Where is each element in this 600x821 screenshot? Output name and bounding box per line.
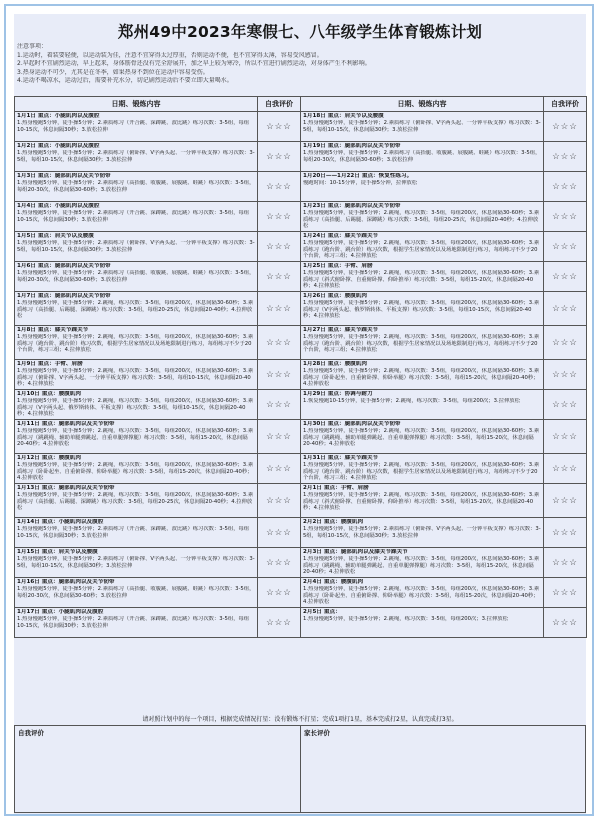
day-content: 1.热身慢跑5分钟，徒手操5分钟；2.跳绳，练习次数：3-5组，每组200次，休息间隔30-60秒；3.素质练习（跑台阶、跳台阶）练习次数，根据学生居家情况以及场地限制进行练习，每组练习不少于20个台阶，练习三组；4.拉伸放松 <box>303 240 540 260</box>
day-cell-left <box>15 360 258 390</box>
star-rating-left[interactable]: ☆☆☆ <box>258 232 301 262</box>
table-row <box>15 232 587 262</box>
table-row <box>15 454 587 484</box>
day-content: 1.热身慢跑5分钟，徒手操5分钟；2.素质练习（高抬腿、收腹跳、展腹跳、蛙跳）练习次数：3-5组，每组20-30次，休息间隔30-60秒；3.放松拉伸 <box>17 586 255 599</box>
day-heading: 1月17日 重点：小腿肌肉以及腹腔 <box>17 609 104 615</box>
note-item: 3.热身运动不可少，尤其是在冬季，如果热身不到位在运动中容易受伤。 <box>17 68 209 76</box>
star-rating-right[interactable]: ☆☆☆ <box>544 112 587 142</box>
star-rating-left[interactable]: ☆☆☆ <box>258 548 301 578</box>
plan-table <box>14 96 587 638</box>
parent-eval-label: 家长评价 <box>304 729 330 737</box>
day-content: 1.热身慢跑5分钟，徒手操5分钟；2.跳绳，练习次数：3-5组，每组200次，休息间隔30-60秒；3.素质练习（V字两头起、俄罗斯转体、平板支撑）练习次数：3-5组，每组10-15次，休息间隔20-40秒；4.拉伸放松 <box>303 300 540 320</box>
star-rating-right[interactable]: ☆☆☆ <box>544 454 587 484</box>
day-cell-left <box>15 390 258 420</box>
table-row <box>15 202 587 232</box>
star-rating-left[interactable]: ☆☆☆ <box>258 454 301 484</box>
star-rating-left[interactable]: ☆☆☆ <box>258 112 301 142</box>
day-content: 1.热身慢跑5分钟，徒手操5分钟；2.跳绳，练习次数：3-5组，每组200次，休息间隔30-60秒；3.素质练习（V字两头起、俄罗斯转体、平板支撑）练习次数：3-5组，每组10-15次，休息间隔20-40秒；4.拉伸放松 <box>17 398 254 418</box>
day-heading: 1月15日 重点：肩关节以及腰腹 <box>17 549 98 555</box>
star-rating-left[interactable]: ☆☆☆ <box>258 484 301 518</box>
day-heading: 1月8日 重点：膝关节踝关节 <box>17 327 89 333</box>
star-rating-left[interactable]: ☆☆☆ <box>258 518 301 548</box>
day-cell-right <box>301 142 544 172</box>
day-cell-left <box>15 518 258 548</box>
day-heading: 1月16日 重点：腿部肌肉以及关节韧带 <box>17 579 115 585</box>
note-item: 2.早起时不宜剧烈运动，早上起来，身体筋骨还没有完全舒展开，加之早上较为寒冷，所以不宜进行剧烈运动，对身体产生不利影响。 <box>17 60 371 68</box>
star-rating-right[interactable]: ☆☆☆ <box>544 420 587 454</box>
star-rating-right[interactable]: ☆☆☆ <box>544 608 587 638</box>
day-content: 1.热身慢跑5分钟，徒手操5分钟；2.跳绳，练习次数：3-5组，每组200次，休息间隔30-60秒；3.素质练习（俯卧撑、V字两头起、一分钟平板支撑）练习次数：3-5组，每组10-15次，休息间隔20-40秒；4.拉伸放松 <box>17 368 254 388</box>
day-cell-right <box>301 390 544 420</box>
star-rating-right[interactable]: ☆☆☆ <box>544 484 587 518</box>
day-content: 1.热身慢跑5分钟，徒手操5分钟；2.跳绳，练习次数：3-5组，每组200次，休息间隔30-60秒；3.素质练习（高抬腿、后踢腿、深蹲跳）练习次数：3-5组，每组20-25次，休息间隔20-40秒；4.拉伸放松 <box>303 210 540 230</box>
star-rating-left[interactable]: ☆☆☆ <box>258 608 301 638</box>
day-content: 1.热身慢跑5分钟，徒手操5分钟；2.素质练习（高抬腿、收腹跳、展腹跳、蛙跳）练习次数：3-5组，每组20-30次，休息间隔30-60秒；3.放松拉伸 <box>17 270 255 283</box>
table-row <box>15 518 587 548</box>
day-cell-left <box>15 142 258 172</box>
table-row <box>15 548 587 578</box>
day-heading: 1月20日——1月22日 重点：恢复性练习。 <box>303 173 413 179</box>
day-content: 1.热身慢跑5分钟，徒手操5分钟；2.素质练习（俯卧撑、V字两头起、一分钟平板支撑）练习次数：3-5组，每组10-15次，休息间隔30秒；3.放松拉伸 <box>17 556 255 569</box>
header-eval-left: 自我评价 <box>258 97 301 112</box>
day-content: 1.热身慢跑5分钟，徒手操5分钟；2.跳绳，练习次数：3-5组，每组200次，休息间隔30-60秒；3.素质练习（跳跳绳、辅助单腿弹跳起、自重单腿弹撑腿）练习次数：3-5组，每组15-20次，休息间隔20-40秒；4.拉伸放松 <box>303 556 540 576</box>
table-row <box>15 292 587 326</box>
day-content: 1.恢复慢跑10-15分钟，徒手操5分钟；2.跳绳，练习次数：3-5组，每组200次；3.拉伸放松 <box>303 398 520 404</box>
day-content: 1.热身慢跑5分钟，徒手操5分钟；2.跳绳，练习次数：3-5组，每组200次，休息间隔30-60秒；3.素质练习（斜式俯卧撑、自重俯卧撑、仰卧推举）练习次数：3-5组，每组15-20次，休息间隔20-40秒；4.拉伸放松 <box>303 492 540 512</box>
day-content: 1.热身慢跑5分钟，徒手操5分钟；2.跳绳，练习次数：3-5组，每组200次，休息间隔30-60秒；3.素质练习（高抬腿、后踢腿、深蹲跳）练习次数：3-5组，每组20-25次，休息间隔20-40秒；4.拉伸放松 <box>17 492 254 512</box>
table-row <box>15 608 587 638</box>
star-rating-right[interactable]: ☆☆☆ <box>544 518 587 548</box>
day-cell-left <box>15 172 258 202</box>
star-rating-right[interactable]: ☆☆☆ <box>544 262 587 292</box>
day-content: 1.热身慢跑5分钟，徒手操5分钟；2.跳绳，练习次数：3-5组，每组200次，休息间隔30-60秒；3.素质练习（卧卧起坐、自重俯卧撑、仰卧举腿）练习次数：3-5组，每组15-20次，休息间隔20-40秒；4.拉伸放松 <box>303 586 540 606</box>
table-row <box>15 262 587 292</box>
star-rating-right[interactable]: ☆☆☆ <box>544 360 587 390</box>
table-row <box>15 112 587 142</box>
day-heading: 1月4日 重点：小腿肌肉以及腹腔 <box>17 203 100 209</box>
day-heading: 1月2日 重点：小腿肌肉以及腹腔 <box>17 143 100 149</box>
document-title: 郑州49中2023年寒假七、八年级学生体育锻炼计划 <box>117 23 483 41</box>
day-content: 1.热身慢跑5分钟，徒手操5分钟；2.素质练习（开合跳、深蹲跳、波比跳）练习次数：3-5组，每组10-15次，休息间隔30秒；3.放松拉伸 <box>17 526 250 539</box>
day-cell-left <box>15 420 258 454</box>
star-rating-left[interactable]: ☆☆☆ <box>258 420 301 454</box>
day-content: 1.热身慢跑5分钟，徒手操5分钟；2.跳绳，练习次数：3-5组，每组200次；3.拉伸放松 <box>303 616 508 622</box>
day-content: 1.热身慢跑5分钟，徒手操5分钟；2.素质练习（开合跳、深蹲跳、波比跳）练习次数：3-5组，每组10-15次，休息间隔30秒；3.放松拉伸 <box>17 120 250 133</box>
day-heading: 1月23日 重点：腿部肌肉以及关节韧带 <box>303 203 401 209</box>
star-rating-left[interactable]: ☆☆☆ <box>258 172 301 202</box>
day-cell-right <box>301 360 544 390</box>
star-rating-right[interactable]: ☆☆☆ <box>544 202 587 232</box>
star-rating-left[interactable]: ☆☆☆ <box>258 202 301 232</box>
header-eval-right: 自我评价 <box>544 97 587 112</box>
rating-instructions: 请对照计划中的每一个项目，根据完成情况打星：没有锻炼不打星；完成1项打1星，基本完成打2星，认真完成打3星。 <box>142 716 458 723</box>
day-heading: 1月30日 重点：腿部肌肉以及关节韧带 <box>303 421 401 427</box>
day-cell-left <box>15 202 258 232</box>
day-heading: 1月9日 重点：手臂、肩膀 <box>17 361 83 367</box>
day-content: 1.热身慢跑5分钟，徒手操5分钟；2.素质练习（俯卧撑、V字两头起、一分钟平板支撑）练习次数：3-5组，每组10-15次，休息间隔30秒；3.放松拉伸 <box>17 150 255 163</box>
table-row <box>15 420 587 454</box>
day-cell-right <box>301 262 544 292</box>
day-cell-right <box>301 232 544 262</box>
star-rating-left[interactable]: ☆☆☆ <box>258 262 301 292</box>
table-header-row <box>15 97 587 112</box>
day-content: 1.热身慢跑5分钟，徒手操5分钟；2.素质练习（高抬腿、收腹跳、展腹跳、蛙跳）练习次数：3-5组，每组20-30次，休息间隔30-60秒；3.放松拉伸 <box>17 180 255 193</box>
parent-eval-box[interactable] <box>300 725 586 813</box>
table-row <box>15 578 587 608</box>
header-content-right: 日期、锻炼内容 <box>301 97 544 112</box>
day-content: 1.热身慢跑5分钟，徒手操5分钟；2.跳绳，练习次数：3-5组，每组200次，休息间隔30-60秒；3.素质练习（高抬腿、后踢腿、深蹲跳）练习次数：3-5组，每组20-25次，休息间隔20-40秒；4.拉伸放松 <box>17 300 254 320</box>
star-rating-left[interactable]: ☆☆☆ <box>258 292 301 326</box>
star-rating-left[interactable]: ☆☆☆ <box>258 326 301 360</box>
day-heading: 1月25日 重点：手臂、肩膀 <box>303 263 373 269</box>
day-cell-left <box>15 548 258 578</box>
star-rating-right[interactable]: ☆☆☆ <box>544 578 587 608</box>
day-heading: 1月26日 重点：腰腹肌肉 <box>303 293 367 299</box>
day-heading: 1月13日 重点：腿部肌肉以及关节韧带 <box>17 485 115 491</box>
day-cell-left <box>15 292 258 326</box>
star-rating-right[interactable]: ☆☆☆ <box>544 326 587 360</box>
day-content: 1.热身慢跑5分钟，徒手操5分钟；2.跳绳，练习次数：3-5组，每组200次，休息间隔30-60秒；3.素质练习（跑台阶、跳台阶）练习次数，根据学生居家情况以及场地限制进行练习，每组练习不少于20个台阶，练习三组；4.拉伸放松 <box>17 334 254 354</box>
self-eval-box[interactable] <box>14 725 301 813</box>
day-cell-right <box>301 578 544 608</box>
day-content: 1.热身慢跑5分钟，徒手操5分钟；2.素质练习（开合跳、深蹲跳、波比跳）练习次数：3-5组，每组10-15次，休息间隔30秒；3.放松拉伸 <box>17 616 250 629</box>
day-cell-right <box>301 454 544 484</box>
star-rating-left[interactable]: ☆☆☆ <box>258 390 301 420</box>
day-content: 1.热身慢跑5分钟，徒手操5分钟；2.素质练习（高抬腿、收腹跳、展腹跳、蛙跳）练习次数：3-5组，每组20-30次，休息间隔30-60秒；3.放松拉伸 <box>303 150 541 163</box>
day-heading: 1月27日 重点：膝关节踝关节 <box>303 327 379 333</box>
table-row <box>15 172 587 202</box>
day-cell-right <box>301 172 544 202</box>
day-cell-right <box>301 548 544 578</box>
day-heading: 1月29日 重点：协调与耐力 <box>303 391 373 397</box>
day-heading: 2月4日 重点：腰腹肌肉 <box>303 579 364 585</box>
day-heading: 1月1日 重点：小腿肌肉以及腹腔 <box>17 113 100 119</box>
table-row <box>15 484 587 518</box>
table-row <box>15 326 587 360</box>
note-item: 1.运动时，着装要轻便，以运动装为佳，注意不宜穿得太过厚重，否则运动不便，也不宜穿得太薄，容易受风感冒。 <box>17 51 323 59</box>
day-heading: 1月14日 重点：小腿肌肉以及腹腔 <box>17 519 104 525</box>
day-cell-left <box>15 326 258 360</box>
day-cell-right <box>301 202 544 232</box>
day-content: 1.热身慢跑5分钟，徒手操5分钟；2.素质练习（俯卧撑、V字两头起、一分钟平板支撑）练习次数：3-5组，每组10-15次，休息间隔30秒；3.放松拉伸 <box>17 240 255 253</box>
star-rating-left[interactable]: ☆☆☆ <box>258 142 301 172</box>
day-heading: 1月24日 重点：膝关节踝关节 <box>303 233 379 239</box>
table-row <box>15 390 587 420</box>
day-cell-right <box>301 518 544 548</box>
day-heading: 1月11日 重点：腿部肌肉以及关节韧带 <box>17 421 115 427</box>
star-rating-right[interactable]: ☆☆☆ <box>544 142 587 172</box>
day-content: 1.热身慢跑5分钟，徒手操5分钟；2.素质练习（俯卧撑、V字两头起、一分钟平板支撑）练习次数：3-5组，每组10-15次，休息间隔30秒；3.放松拉伸 <box>303 120 541 133</box>
day-content: 1.热身慢跑5分钟，徒手操5分钟；2.跳绳，练习次数：3-5组，每组200次，休息间隔30-60秒；3.素质练习（跑台阶、跳台阶）练习次数，根据学生居家情况以及场地限制进行练习，每组练习不少于20个台阶，练习三组；4.拉伸放松 <box>303 334 540 354</box>
day-cell-left <box>15 608 258 638</box>
day-content: 1.热身慢跑5分钟，徒手操5分钟；2.跳绳，练习次数：3-5组，每组200次，休息间隔30-60秒；3.素质练习（斜式俯卧撑、自重俯卧撑、仰卧推举）练习次数：3-5组，每组15-20次，休息间隔20-40秒；4.拉伸放松 <box>303 270 540 290</box>
day-cell-right <box>301 292 544 326</box>
star-rating-right[interactable]: ☆☆☆ <box>544 232 587 262</box>
day-cell-left <box>15 454 258 484</box>
day-cell-right <box>301 326 544 360</box>
document-sheet <box>14 14 586 814</box>
day-cell-right <box>301 484 544 518</box>
day-heading: 2月5日 重点： <box>303 609 341 615</box>
day-content: 1.热身慢跑5分钟，徒手操5分钟；2.素质练习（俯卧撑、V字两头起、一分钟平板支撑）练习次数：3-5组，每组10-15次，休息间隔30秒；3.放松拉伸 <box>303 526 541 539</box>
day-content: 1.热身慢跑5分钟，徒手操5分钟；2.跳绳，练习次数：3-5组，每组200次，休息间隔30-60秒；3.素质练习（卧卧起坐、自重俯卧撑、仰卧举腿）练习次数：3-5组，每组15-20次，休息间隔20-40秒；4.拉伸放松 <box>303 368 540 388</box>
day-cell-left <box>15 484 258 518</box>
day-heading: 1月12日 重点：腰腹肌肉 <box>17 455 81 461</box>
star-rating-right[interactable]: ☆☆☆ <box>544 548 587 578</box>
day-content: 慢跑时间：10-15分钟，徒手操5分钟，拉伸放松 <box>303 180 418 186</box>
star-rating-right[interactable]: ☆☆☆ <box>544 390 587 420</box>
day-cell-left <box>15 112 258 142</box>
day-content: 1.热身慢跑5分钟，徒手操5分钟；2.跳绳，练习次数：3-5组，每组200次，休息间隔30-60秒；3.素质练习（跑台阶、跳台阶）练习次数，根据学生居家情况以及场地限制进行练习，每组练习不少于20个台阶，练习三组；4.拉伸放松 <box>303 462 540 482</box>
day-heading: 1月3日 重点：腿部肌肉以及关节韧带 <box>17 173 111 179</box>
day-content: 1.热身慢跑5分钟，徒手操5分钟；2.跳绳，练习次数：3-5组，每组200次，休息间隔30-60秒；3.素质练习（卧卧起坐、自重俯卧撑、仰卧举腿）练习次数：3-5组，每组15-20次，休息间隔20-40秒；4.拉伸放松 <box>17 462 254 482</box>
day-heading: 1月7日 重点：腿部肌肉以及关节韧带 <box>17 293 111 299</box>
star-rating-left[interactable]: ☆☆☆ <box>258 360 301 390</box>
header-content-left: 日期、锻炼内容 <box>15 97 258 112</box>
day-heading: 1月10日 重点：腰腹肌肉 <box>17 391 81 397</box>
star-rating-left[interactable]: ☆☆☆ <box>258 578 301 608</box>
day-heading: 1月31日 重点：膝关节踝关节 <box>303 455 379 461</box>
day-heading: 1月18日 重点：肩关节以及腰腹 <box>303 113 384 119</box>
day-heading: 1月28日 重点：腰腹肌肉 <box>303 361 367 367</box>
notes-block <box>17 43 583 86</box>
note-item: 4.运动不喝凉水，运动过后，需要补充水分，切记剧烈运动后不要立即大量喝水。 <box>17 77 233 85</box>
self-eval-label: 自我评价 <box>18 729 44 737</box>
star-rating-right[interactable]: ☆☆☆ <box>544 292 587 326</box>
day-cell-left <box>15 232 258 262</box>
day-cell-left <box>15 262 258 292</box>
day-content: 1.热身慢跑5分钟，徒手操5分钟；2.跳绳，练习次数：3-5组，每组200次，休息间隔30-60秒；3.素质练习（跳跳绳、辅助单腿弹跳起、自重单腿弹撑腿）练习次数：3-5组，每组15-20次，休息间隔20-40秒；4.拉伸放松 <box>303 428 540 448</box>
day-heading: 1月6日 重点：腿部肌肉以及关节韧带 <box>17 263 111 269</box>
day-cell-right <box>301 608 544 638</box>
plan-table-body <box>15 112 587 638</box>
day-content: 1.热身慢跑5分钟，徒手操5分钟；2.跳绳，练习次数：3-5组，每组200次，休息间隔30-60秒；3.素质练习（跳跳绳、辅助单腿弹跳起、自重单腿弹撑腿）练习次数：3-5组，每组15-20次，休息间隔20-40秒；4.拉伸放松 <box>17 428 254 448</box>
day-heading: 2月3日 重点：腿部肌肉以及膝关节踝关节 <box>303 549 408 555</box>
day-cell-right <box>301 420 544 454</box>
day-cell-left <box>15 578 258 608</box>
table-row <box>15 142 587 172</box>
day-heading: 2月1日 重点：手臂、肩膀 <box>303 485 369 491</box>
notes-heading: 注意事项： <box>17 43 48 50</box>
day-content: 1.热身慢跑5分钟，徒手操5分钟；2.素质练习（开合跳、深蹲跳、波比跳）练习次数：3-5组，每组10-15次，休息间隔30秒；3.放松拉伸 <box>17 210 250 223</box>
day-heading: 2月2日 重点：腰腹肌肉 <box>303 519 364 525</box>
day-cell-right <box>301 112 544 142</box>
star-rating-right[interactable]: ☆☆☆ <box>544 172 587 202</box>
day-heading: 1月5日 重点：肩关节以及腰腹 <box>17 233 94 239</box>
table-row <box>15 360 587 390</box>
day-heading: 1月19日 重点：腿部肌肉以及关节韧带 <box>303 143 401 149</box>
